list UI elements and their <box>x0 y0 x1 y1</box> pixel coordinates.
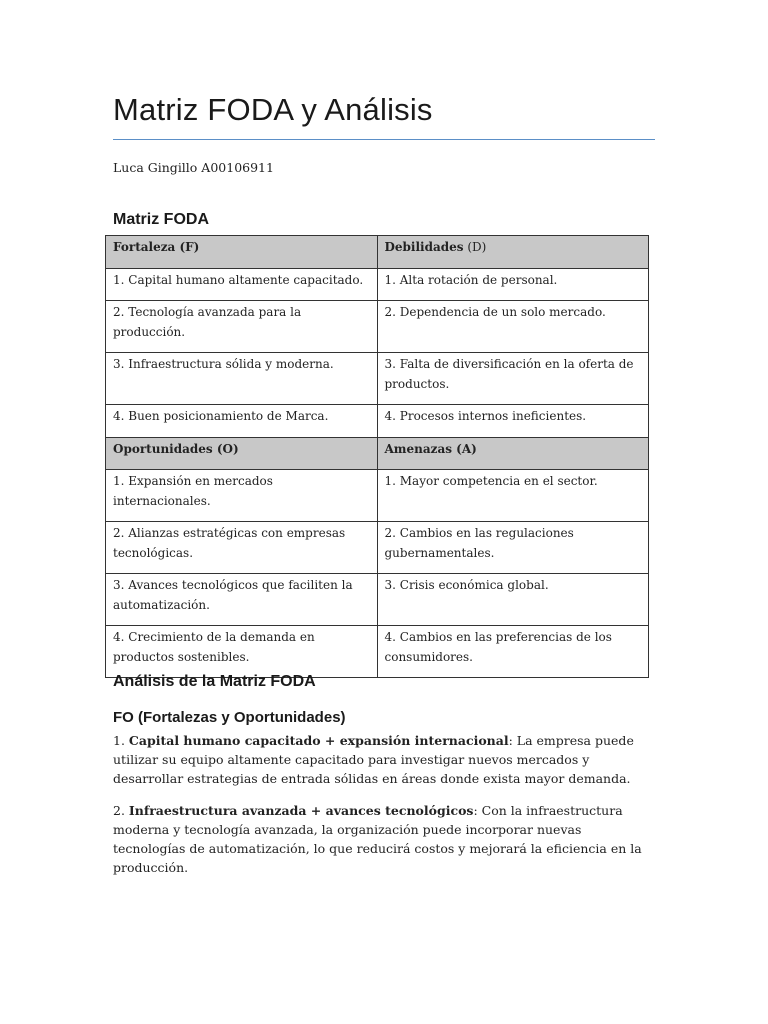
table-row <box>106 301 649 353</box>
amenazas-header: Amenazas (A) <box>377 437 649 470</box>
item-title: Infraestructura avanzada + avances tecnológicos <box>128 803 474 818</box>
fortaleza-cell: 4. Buen posicionamiento de Marca. <box>106 405 378 438</box>
amenaza-cell: 4. Cambios en las preferencias de los consumidores. <box>377 626 649 678</box>
item-number: 2. <box>113 803 129 818</box>
table-header-row <box>106 236 649 269</box>
item-text: : La empresa puede utilizar su equipo altamente capacitado para investigar nuevos mercados y desarrollar estrategias de entrada sólidas en áreas donde exista mayor demanda. <box>113 733 634 786</box>
item-text: : Con la infraestructura moderna y tecnología avanzada, la organización puede incorporar nuevas tecnologías de automatización, lo que reducirá costos y mejorará la eficiencia en la producción. <box>113 803 642 875</box>
oportunidad-cell: 2. Alianzas estratégicas con empresas tecnológicas. <box>106 522 378 574</box>
debilidades-header <box>377 236 649 269</box>
table-row <box>106 405 649 438</box>
document-title: Matriz FODA y Análisis <box>113 92 433 127</box>
oportunidades-header: Oportunidades (O) <box>106 437 378 470</box>
oportunidad-cell: 3. Avances tecnológicos que faciliten la automatización. <box>106 574 378 626</box>
oportunidad-cell: 1. Expansión en mercados internacionales. <box>106 470 378 522</box>
matrix-heading: Matriz FODA <box>113 211 209 228</box>
amenaza-cell: 1. Mayor competencia en el sector. <box>377 470 649 522</box>
analysis-paragraph <box>113 801 655 877</box>
table-row <box>106 522 649 574</box>
debilidades-header-suffix: (D) <box>463 240 487 254</box>
table-row <box>106 268 649 301</box>
item-number: 1. <box>113 733 129 748</box>
table-header-row <box>106 437 649 470</box>
table-row <box>106 353 649 405</box>
fortaleza-cell: 3. Infraestructura sólida y moderna. <box>106 353 378 405</box>
foda-table <box>105 235 649 678</box>
oportunidad-cell: 4. Crecimiento de la demanda en productos sostenibles. <box>106 626 378 678</box>
debilidad-cell: 1. Alta rotación de personal. <box>377 268 649 301</box>
analysis-paragraph <box>113 731 655 788</box>
debilidad-cell: 4. Procesos internos ineficientes. <box>377 405 649 438</box>
fortaleza-cell: 1. Capital humano altamente capacitado. <box>106 268 378 301</box>
item-title: Capital humano capacitado + expansión internacional <box>128 733 509 748</box>
fortaleza-cell: 2. Tecnología avanzada para la producción. <box>106 301 378 353</box>
table-row <box>106 574 649 626</box>
fortalezas-header: Fortaleza (F) <box>106 236 378 269</box>
debilidades-header-label: Debilidades <box>384 240 464 254</box>
fo-heading: FO (Fortalezas y Oportunidades) <box>113 709 346 726</box>
author-line: Luca Gingillo A00106911 <box>113 160 274 175</box>
debilidad-cell: 3. Falta de diversificación en la oferta de productos. <box>377 353 649 405</box>
analysis-heading: Análisis de la Matriz FODA <box>113 673 316 690</box>
table-row <box>106 626 649 678</box>
debilidad-cell: 2. Dependencia de un solo mercado. <box>377 301 649 353</box>
amenaza-cell: 2. Cambios en las regulaciones gubernamentales. <box>377 522 649 574</box>
amenaza-cell: 3. Crisis económica global. <box>377 574 649 626</box>
title-divider <box>113 139 655 140</box>
table-row <box>106 470 649 522</box>
